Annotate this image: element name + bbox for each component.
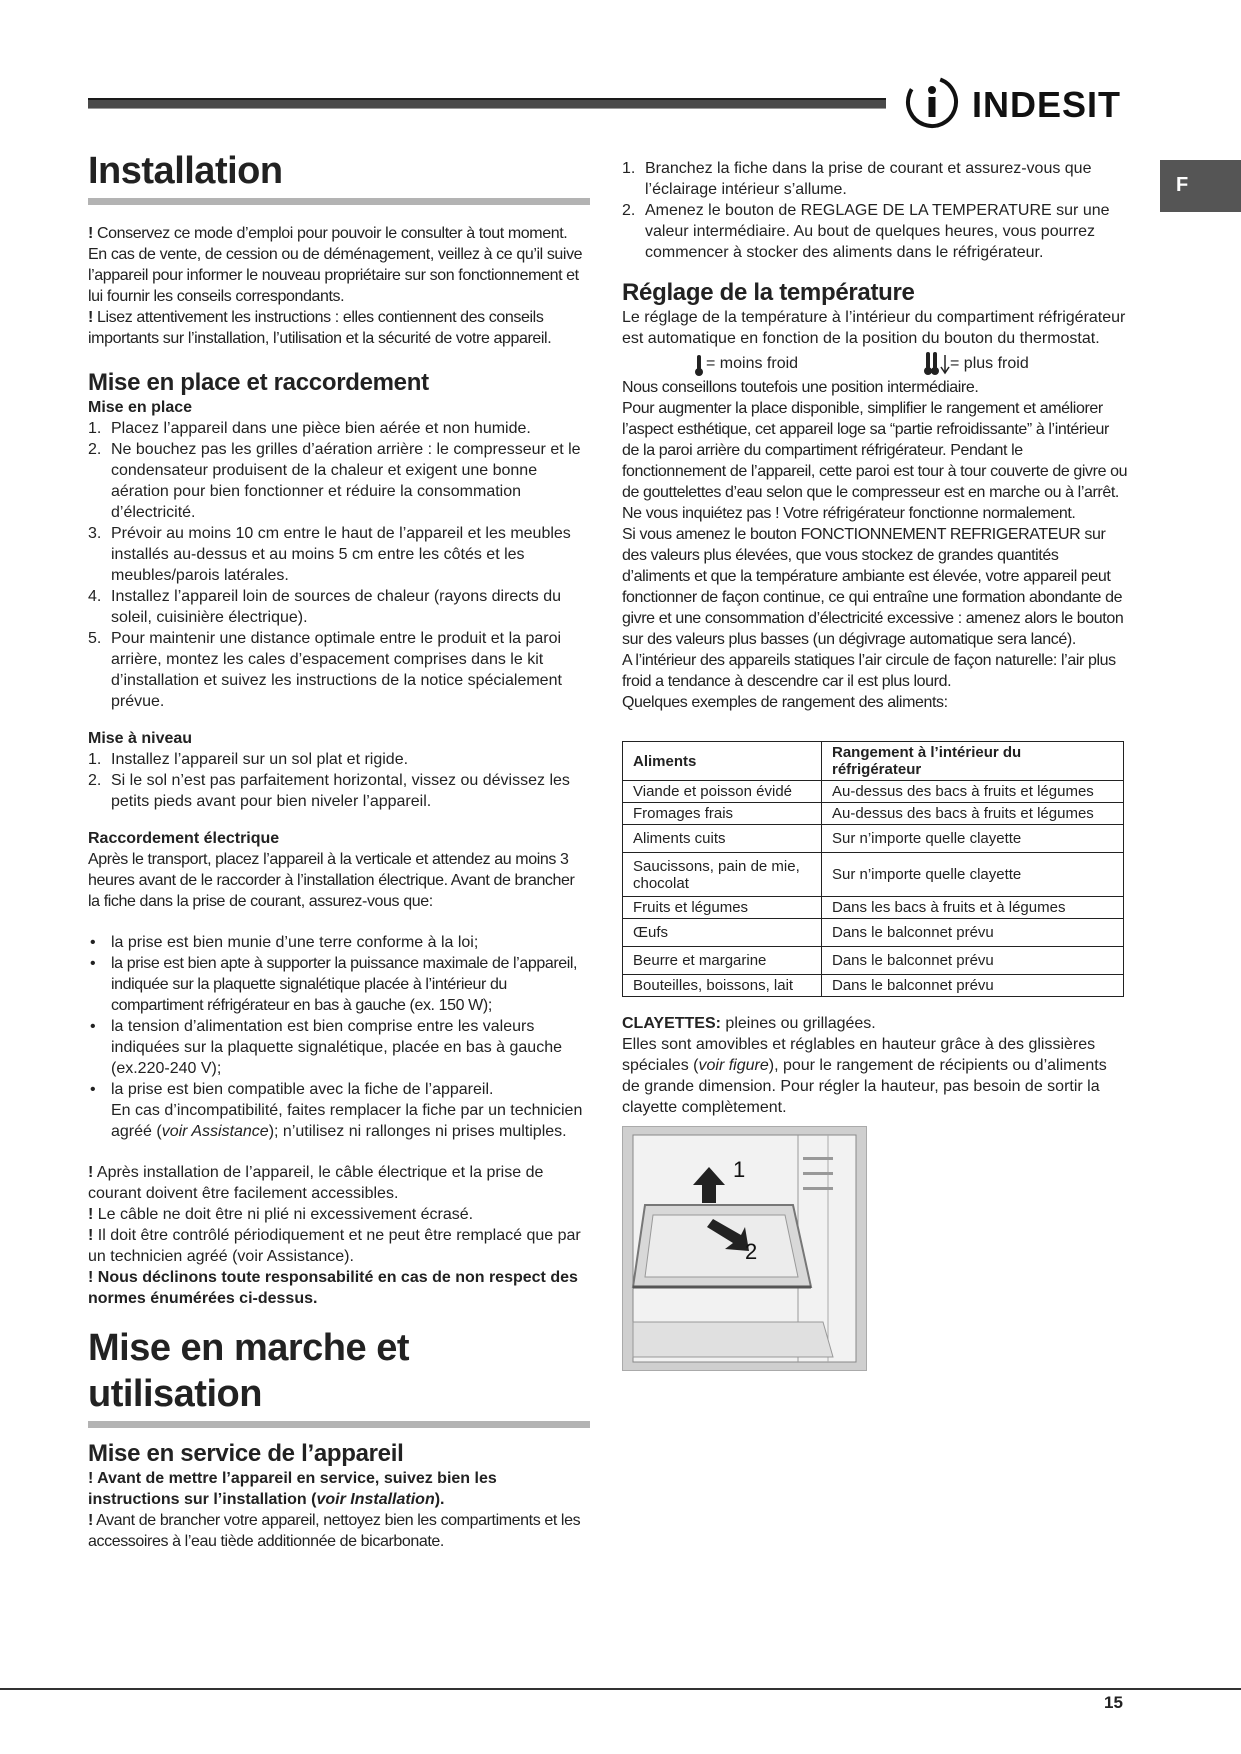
figure-label-1: 1 [733,1157,746,1182]
heading-temperature: Réglage de la température [622,279,915,306]
clayettes-label-line: CLAYETTES: pleines ou grillagées. [622,1015,876,1032]
list-item: 5. Pour maintenir une distance optimale entre le produit et la paroi arrière, montez les cales d’espacement comprises dans le kit d’installation et suivez les instructions de la notice spécialement prévue. [88,630,562,710]
table-row [623,803,1124,825]
table-row [623,853,1124,897]
heading-raccordement: Raccordement électrique [88,830,280,847]
list-item: 2. Amenez le bouton de REGLAGE DE LA TEMPERATURE sur une valeur intermédiaire. Au bout de quelques heures, vous pourrez commencer à stocker des aliments dans le réfrigérateur. [622,202,1110,261]
brand-name: INDESIT [972,84,1122,125]
niveau-list [88,749,590,812]
service-text: ! Avant de brancher votre appareil, nettoyez bien les compartiments et les accessoires à l’eau tiède additionnée de bicarbonate. [88,1512,581,1550]
table-cell: Dans le balconnet prévu [822,947,1124,975]
intro-p1: ! Conservez ce mode d’emploi pour pouvoir le consulter à tout moment. En cas de vente, de cession ou de déménagement, veillez à ce qu’il suive l’appareil pour informer le nouveau propriétaire sur son fonctionnement et lui fournir les conseils correspondants. [88,225,583,305]
legend-more-cold: = plus froid [950,355,1029,372]
food-storage-table [622,741,1124,997]
table-cell: Beurre et margarine [623,947,822,975]
table-cell: Fruits et légumes [623,897,822,919]
table-row [623,897,1124,919]
table-cell: Viande et poisson évidé [623,781,822,803]
table-cell: Bouteilles, boissons, lait [623,975,822,997]
raccordement-text: Après le transport, placez l’appareil à la verticale et attendez au moins 3 heures avant de le raccorder à l’installation électrique. Avant de brancher la fiche dans la prise de courant, assurez-vous que: [88,851,575,910]
temp-body-p: Pour augmenter la place disponible, simplifier le rangement et améliorer l’aspect esthétique, cet appareil loge sa “partie refroidissante” à l’intérieur de la paroi arrière du compartiment réfrigérateur. Pendant le fonctionnement de l’appareil, cette paroi est tour à tour couverte de givre ou de gouttelettes d’eau selon que le compresseur est en marche ou à l’arrêt. Ne vous inquiétez pas ! Votre réfrigérateur fonctionne normalement. [622,400,1128,522]
footer-rule [0,1688,1241,1690]
heading-placement: Mise en place et raccordement [88,369,429,396]
title-installation: Installation [88,150,283,192]
raccordement-bullets [88,932,590,1142]
temp-body [622,377,1128,713]
table-header: Aliments [623,742,822,781]
heading-service: Mise en service de l’appareil [88,1440,404,1467]
table-cell: Œufs [623,919,822,947]
shelf-illustration-icon [623,1127,866,1370]
page-number: 15 [1104,1693,1123,1712]
thermostat-legend [622,349,1128,377]
right-column [622,158,1128,1371]
list-item: 2. Ne bouchez pas les grilles d’aération arrière : le compresseur et le condensateur produisent de la chaleur et exigent une bonne aération pour bien fonctionner et réduire la consommation d’électricité. [88,441,581,521]
table-cell: Aliments cuits [623,825,822,853]
warnings [88,1162,590,1309]
list-item: 2. Si le sol n’est pas parfaitement horizontal, vissez ou dévissez les petits pieds avant pour bien niveler l’appareil. [88,772,570,810]
list-item: • la tension d’alimentation est bien comprise entre les valeurs indiquées sur la plaquette signalétique, placée en bas à gauche (ex.220-240 V); [88,1016,590,1079]
figure-label-2: 2 [745,1239,758,1264]
table-cell: Au-dessus des bacs à fruits et légumes [822,781,1124,803]
table-header: Rangement à l’intérieur du réfrigérateur [822,742,1124,781]
list-item: • la prise est bien munie d’une terre conforme à la loi; [88,932,590,953]
list-item: 3. Prévoir au moins 10 cm entre le haut de l’appareil et les meubles installés au-dessus et au moins 5 cm entre les côtés et les meubles/parois latérales. [88,525,571,584]
table-row [623,825,1124,853]
list-item: • la prise est bien apte à supporter la puissance maximale de l’appareil, indiquée sur la plaquette signalétique placée à l’intérieur du compartiment réfrigérateur en bas à gauche (ex. 150 W); [88,953,590,1016]
placement-list [88,418,590,712]
legend-less-cold: = moins froid [706,355,799,372]
list-item: 4. Installez l’appareil loin de sources de chaleur (rayons directs du soleil, cuisinière électrique). [88,588,562,626]
title-mise-en-marche: Mise en marche et utilisation [88,1327,409,1415]
list-item: 1. Branchez la fiche dans la prise de courant et assurez-vous que l’éclairage intérieur s’allume. [622,160,1092,198]
warning-3: ! Il doit être contrôlé périodiquement et ne peut être remplacé que par un technicien agréé (voir Assistance). [88,1227,581,1265]
table-row [623,781,1124,803]
language-tab: F [1160,160,1241,212]
table-cell: Dans les bacs à fruits et à légumes [822,897,1124,919]
service-warning: ! Avant de mettre l’appareil en service, suivez bien les instructions sur l’installation (voir Installation). [88,1470,497,1508]
table-row [623,919,1124,947]
list-item: 1. Placez l’appareil dans une pièce bien aérée et non humide. [88,420,531,437]
start-list [622,158,1128,263]
table-cell: Dans le balconnet prévu [822,919,1124,947]
list-item: • la prise est bien compatible avec la fiche de l’appareil. En cas d’incompatibilité, faites remplacer la fiche par un technicien agréé (voir Assistance); n’utilisez ni rallonges ni prises multiples. [88,1079,590,1142]
table-cell: Saucissons, pain de mie, chocolat [623,853,822,897]
table-cell: Dans le balconnet prévu [822,975,1124,997]
heading-niveau: Mise à niveau [88,730,193,747]
left-column [88,148,590,1552]
thermometer-high-icon [924,352,950,376]
intro-paragraphs [88,223,590,349]
table-cell: Fromages frais [623,803,822,825]
table-header-row [623,742,1124,781]
shelf-figure [622,1126,867,1371]
clayettes-body: Elles sont amovibles et réglables en hauteur grâce à des glissières spéciales (voir figure), pour le rangement de récipients ou d’aliments de grande dimension. Pour régler la hauteur, pas besoin de sortir la clayette complètement. [622,1036,1107,1116]
thermometer-low-icon [694,355,704,377]
temp-body-p: Quelques exemples de rangement des aliments: [622,694,948,711]
temp-body-p: A l’intérieur des appareils statiques l’air circule de façon naturelle: l’air plus froid a tendance à descendre car il est plus lourd. [622,652,1116,690]
table-cell: Au-dessus des bacs à fruits et légumes [822,803,1124,825]
temp-intro: Le réglage de la température à l’intérieur du compartiment réfrigérateur est automatique en fonction de la position du bouton du thermostat. [622,309,1126,347]
table-cell: Sur n’importe quelle clayette [822,853,1124,897]
temp-body-p: Nous conseillons toutefois une position intermédiaire. [622,379,979,396]
table-cell: Sur n’importe quelle clayette [822,825,1124,853]
table-row [623,947,1124,975]
heading-mise-en-place: Mise en place [88,399,193,416]
title-rule [88,1421,590,1428]
warning-bold: ! Nous déclinons toute responsabilité en cas de non respect des normes énumérées ci-dessus. [88,1269,578,1307]
warning-1: ! Après installation de l’appareil, le câble électrique et la prise de courant doivent être facilement accessibles. [88,1164,544,1202]
list-item: 1. Installez l’appareil sur un sol plat et rigide. [88,751,409,768]
title-rule [88,198,590,205]
table-row [623,975,1124,997]
temp-body-p: Si vous amenez le bouton FONCTIONNEMENT REFRIGERATEUR sur des valeurs plus élevées, que vous stockez de grandes quantités d’aliments et que la température ambiante est élevée, votre appareil peut fonctionner de façon continue, ce qui entraîne une formation abondante de givre et une consommation d’électricité excessive : amenez alors le bouton sur des valeurs plus basses (un dégivrage automatique sera lancé). [622,526,1124,648]
warning-2: ! Le câble ne doit être ni plié ni excessivement écrasé. [88,1206,474,1223]
header-rule [88,98,886,109]
intro-p2: ! Lisez attentivement les instructions : elles contiennent des conseils importants sur l’installation, l’utilisation et la sécurité de votre appareil. [88,309,552,347]
